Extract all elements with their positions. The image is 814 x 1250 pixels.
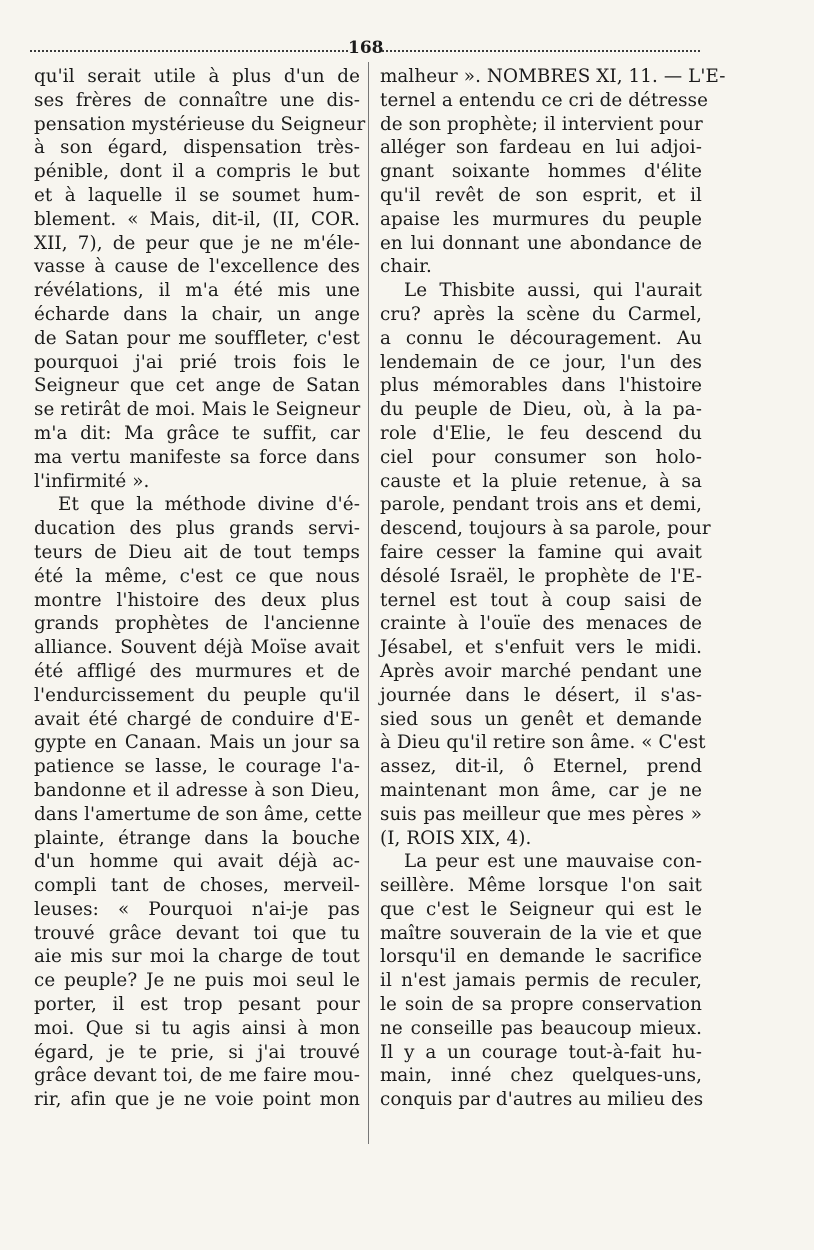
text-line: faire cesser la famine qui avait — [380, 541, 702, 563]
right-column — [380, 65, 726, 1112]
text-line: sied sous un genêt et demande — [380, 708, 702, 730]
text-line: été la même, c'est ce que nous — [34, 565, 360, 587]
text-line: journée dans le désert, il s'as- — [380, 684, 702, 706]
text-line: compli tant de choses, merveil- — [34, 875, 360, 897]
text-line: ses frères de connaître une dis- — [34, 89, 360, 111]
text-line: été affligé des murmures et de — [34, 660, 360, 682]
left-column — [34, 65, 366, 1112]
text-line: apaise les murmures du peuple — [380, 208, 702, 230]
page-header — [30, 38, 700, 58]
text-line: se retirât de moi. Mais le Seigneur — [34, 399, 361, 421]
text-line: maître souverain de la vie et que — [380, 922, 702, 944]
text-line: ce peuple? Je ne puis moi seul le — [34, 970, 360, 992]
text-line: désolé Israël, le prophète de l'E- — [380, 565, 702, 587]
text-line: Le Thisbite aussi, qui l'aurait — [404, 280, 702, 302]
text-line: alliance. Souvent déjà Moïse avait — [34, 637, 360, 659]
text-line: à Dieu qu'il retire son âme. « C'est — [380, 732, 706, 754]
text-line: trouvé grâce devant toi que tu — [34, 922, 360, 944]
text-line: Seigneur que cet ange de Satan — [34, 375, 360, 397]
header-rule-left — [30, 50, 348, 52]
page-number: 168 — [348, 38, 384, 58]
text-line: moi. Que si tu agis ainsi à mon — [34, 1017, 360, 1039]
text-line: patience se lasse, le courage l'a- — [34, 756, 360, 778]
text-line: m'a dit: Ma grâce te suffit, car — [34, 422, 360, 444]
text-line: porter, il est trop pesant pour — [34, 994, 360, 1016]
text-line: dans l'amertume de son âme, cette — [34, 803, 363, 825]
text-line: en lui donnant une abondance de — [380, 232, 702, 254]
text-line: et à laquelle il se soumet hum- — [34, 184, 360, 206]
text-line: ducation des plus grands servi- — [34, 518, 360, 540]
text-line: seillère. Même lorsque l'on sait — [380, 875, 702, 897]
text-line: conquis par d'autres au milieu des — [380, 1089, 704, 1111]
text-line: La peur est une mauvaise con- — [404, 851, 702, 873]
text-line: avait été chargé de conduire d'E- — [34, 708, 360, 730]
text-line: Après avoir marché pendant une — [380, 660, 702, 682]
text-line: blement. « Mais, dit-il, (II, COR. — [34, 208, 360, 230]
text-line: bandonne et il adresse à son Dieu, — [34, 779, 360, 801]
text-line: d'un homme qui avait déjà ac- — [34, 851, 360, 873]
text-line: lorsqu'il en demande le sacrifice — [380, 946, 702, 968]
text-line: alléger son fardeau en lui adjoi- — [380, 137, 702, 159]
text-line: main, inné chez quelques-uns, — [380, 1065, 702, 1087]
text-line: assez, dit-il, ô Eternel, prend — [380, 756, 702, 778]
text-line: role d'Elie, le feu descend du — [380, 422, 702, 444]
text-line: crainte à l'ouïe des menaces de — [380, 613, 702, 635]
text-line: teurs de Dieu ait de tout temps — [34, 541, 360, 563]
text-line: gypte en Canaan. Mais un jour sa — [34, 732, 360, 754]
text-line: montre l'histoire des deux plus — [34, 589, 360, 611]
text-line: gnant soixante hommes d'élite — [380, 161, 702, 183]
text-line: Il y a un courage tout-à-fait hu- — [380, 1041, 702, 1063]
text-line: leuses: « Pourquoi n'ai-je pas — [34, 898, 360, 920]
text-line: vasse à cause de l'excellence des — [34, 256, 360, 278]
text-line: parole, pendant trois ans et demi, — [380, 494, 702, 516]
text-line: ternel est tout à coup saisi de — [380, 589, 702, 611]
text-line: du peuple de Dieu, où, à la pa- — [380, 399, 702, 421]
text-line: XII, 7), de peur que je ne m'éle- — [34, 232, 360, 254]
text-line: ma vertu manifeste sa force dans — [34, 446, 360, 468]
text-line: pénible, dont il a compris le but — [34, 161, 360, 183]
text-line: qu'il serait utile à plus d'un de — [34, 66, 360, 87]
text-line: qu'il revêt de son esprit, et il — [380, 184, 702, 206]
text-line: chair. — [380, 256, 432, 278]
text-line: il n'est jamais permis de reculer, — [380, 970, 702, 992]
text-line: que c'est le Seigneur qui est le — [380, 898, 702, 920]
text-line: pourquoi j'ai prié trois fois le — [34, 351, 360, 373]
text-line: Jésabel, et s'enfuit vers le midi. — [380, 637, 702, 659]
text-line: révélations, il m'a été mis une — [34, 280, 360, 302]
text-line: l'endurcissement du peuple qu'il — [34, 684, 360, 706]
text-line: causte et la pluie retenue, à sa — [380, 470, 702, 492]
text-line: plainte, étrange dans la bouche — [34, 827, 360, 849]
text-line: malheur ». NOMBRES XI, 11. — L'E- — [380, 66, 726, 87]
text-line: ternel a entendu ce cri de détresse — [380, 89, 709, 111]
text-line: plus mémorables dans l'histoire — [380, 375, 702, 397]
text-line: lendemain de ce jour, l'un des — [380, 351, 702, 373]
text-line: écharde dans la chair, un ange — [34, 303, 360, 325]
text-line: le soin de sa propre conservation — [380, 994, 702, 1016]
text-line: pensation mystérieuse du Seigneur — [34, 113, 366, 135]
text-line: ne conseille pas beaucoup mieux. — [380, 1017, 702, 1039]
text-line: Et que la méthode divine d'é- — [58, 494, 360, 516]
text-line: de son prophète; il intervient pour — [380, 113, 703, 135]
text-line: de Satan pour me souffleter, c'est — [34, 327, 360, 349]
header-rule-right — [382, 50, 700, 52]
text-line: a connu le découragement. Au — [380, 327, 702, 349]
text-line: égard, je te prie, si j'ai trouvé — [34, 1041, 360, 1063]
text-line: cru? après la scène du Carmel, — [380, 303, 702, 325]
text-line: grands prophètes de l'ancienne — [34, 613, 360, 635]
text-line: rir, afin que je ne voie point mon — [34, 1089, 360, 1111]
text-line: grâce devant toi, de me faire mou- — [34, 1065, 360, 1087]
text-line: ciel pour consumer son holo- — [380, 446, 702, 468]
column-divider — [368, 62, 369, 1144]
text-line: l'infirmité ». — [34, 470, 150, 492]
text-line: aie mis sur moi la charge de tout — [34, 946, 360, 968]
text-line: (I, ROIS XIX, 4). — [380, 827, 532, 849]
text-line: à son égard, dispensation très- — [34, 137, 360, 159]
text-line: descend, toujours à sa parole, pour — [380, 518, 711, 540]
text-line: suis pas meilleur que mes pères » — [380, 803, 702, 825]
text-line: maintenant mon âme, car je ne — [380, 779, 702, 801]
